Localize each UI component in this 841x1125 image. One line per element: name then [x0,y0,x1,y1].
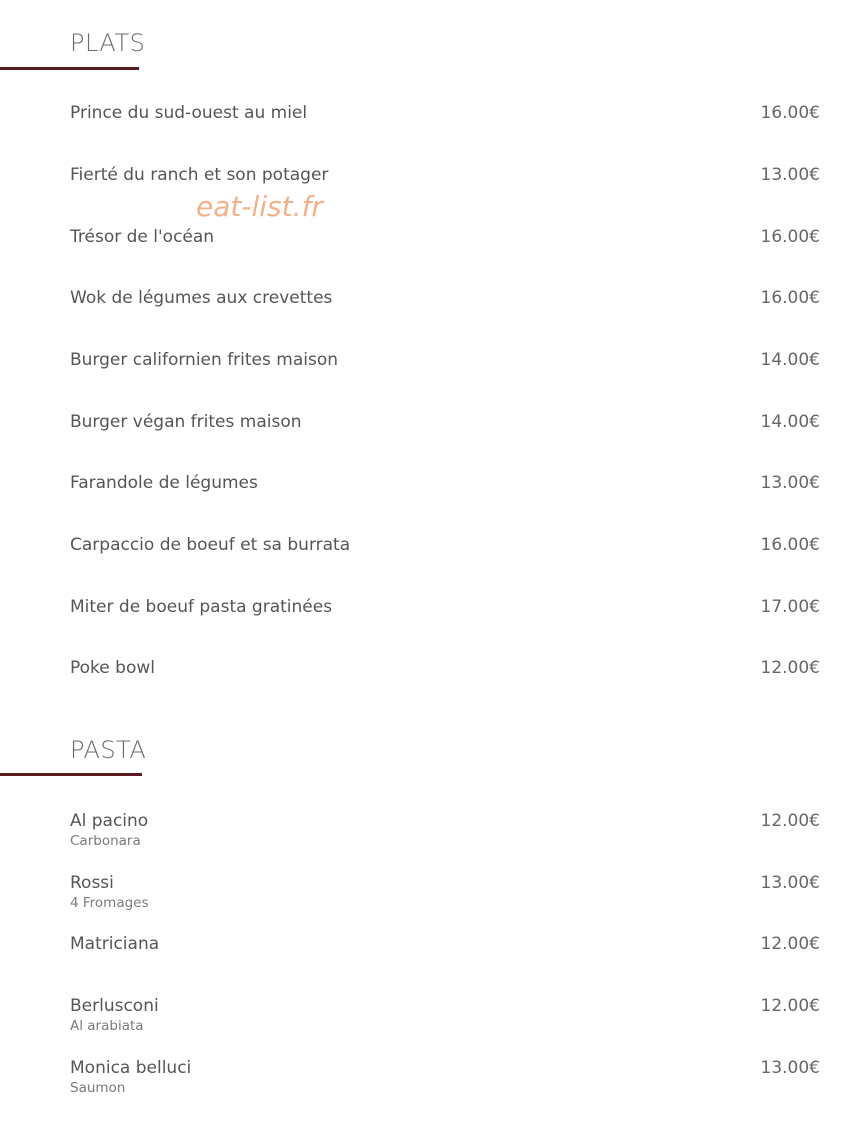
section-title-pasta: PASTA [70,736,147,764]
item-name: Trésor de l'océan [70,227,215,247]
item-price: 13.00€ [760,873,820,893]
item-price: 16.00€ [760,288,820,308]
item-price: 16.00€ [760,535,820,555]
menu-item-monica-belluci [70,1057,820,1099]
item-name: Al pacino [70,811,149,831]
item-name: Poke bowl [70,658,155,678]
item-name: Burger californien frites maison [70,350,339,370]
item-price: 13.00€ [760,1058,820,1078]
menu-item-berlusconi [70,995,820,1037]
item-description: 4 Fromages [70,895,149,911]
item-price: 13.00€ [760,165,820,185]
item-name: Farandole de légumes [70,473,258,493]
item-name: Burger végan frites maison [70,412,302,432]
item-price: 13.00€ [760,473,820,493]
item-name: Monica belluci [70,1058,192,1078]
item-name: Carpaccio de boeuf et sa burrata [70,535,351,555]
menu-item-matriciana [70,933,820,975]
item-description: Saumon [70,1080,126,1096]
item-price: 12.00€ [760,934,820,954]
section-title-plats: PLATS [70,29,146,57]
section-underline-plats [0,67,139,70]
item-price: 17.00€ [760,597,820,617]
item-description: Carbonara [70,833,141,849]
section-underline-pasta [0,773,142,776]
menu-item-al-pacino [70,810,820,852]
item-price: 16.00€ [760,103,820,123]
item-description: Al arabiata [70,1018,144,1034]
item-name: Wok de légumes aux crevettes [70,288,333,308]
item-name: Rossi [70,873,114,893]
watermark-text: eat-list.fr [196,190,323,223]
item-price: 12.00€ [760,996,820,1016]
item-price: 14.00€ [760,412,820,432]
item-name: Fierté du ranch et son potager [70,165,329,185]
item-name: Berlusconi [70,996,159,1016]
item-price: 12.00€ [760,811,820,831]
item-price: 12.00€ [760,658,820,678]
item-name: Miter de boeuf pasta gratinées [70,597,333,617]
item-name: Matriciana [70,934,160,954]
menu-item-rossi [70,872,820,914]
item-price: 14.00€ [760,350,820,370]
item-name: Prince du sud-ouest au miel [70,103,308,123]
item-price: 16.00€ [760,227,820,247]
